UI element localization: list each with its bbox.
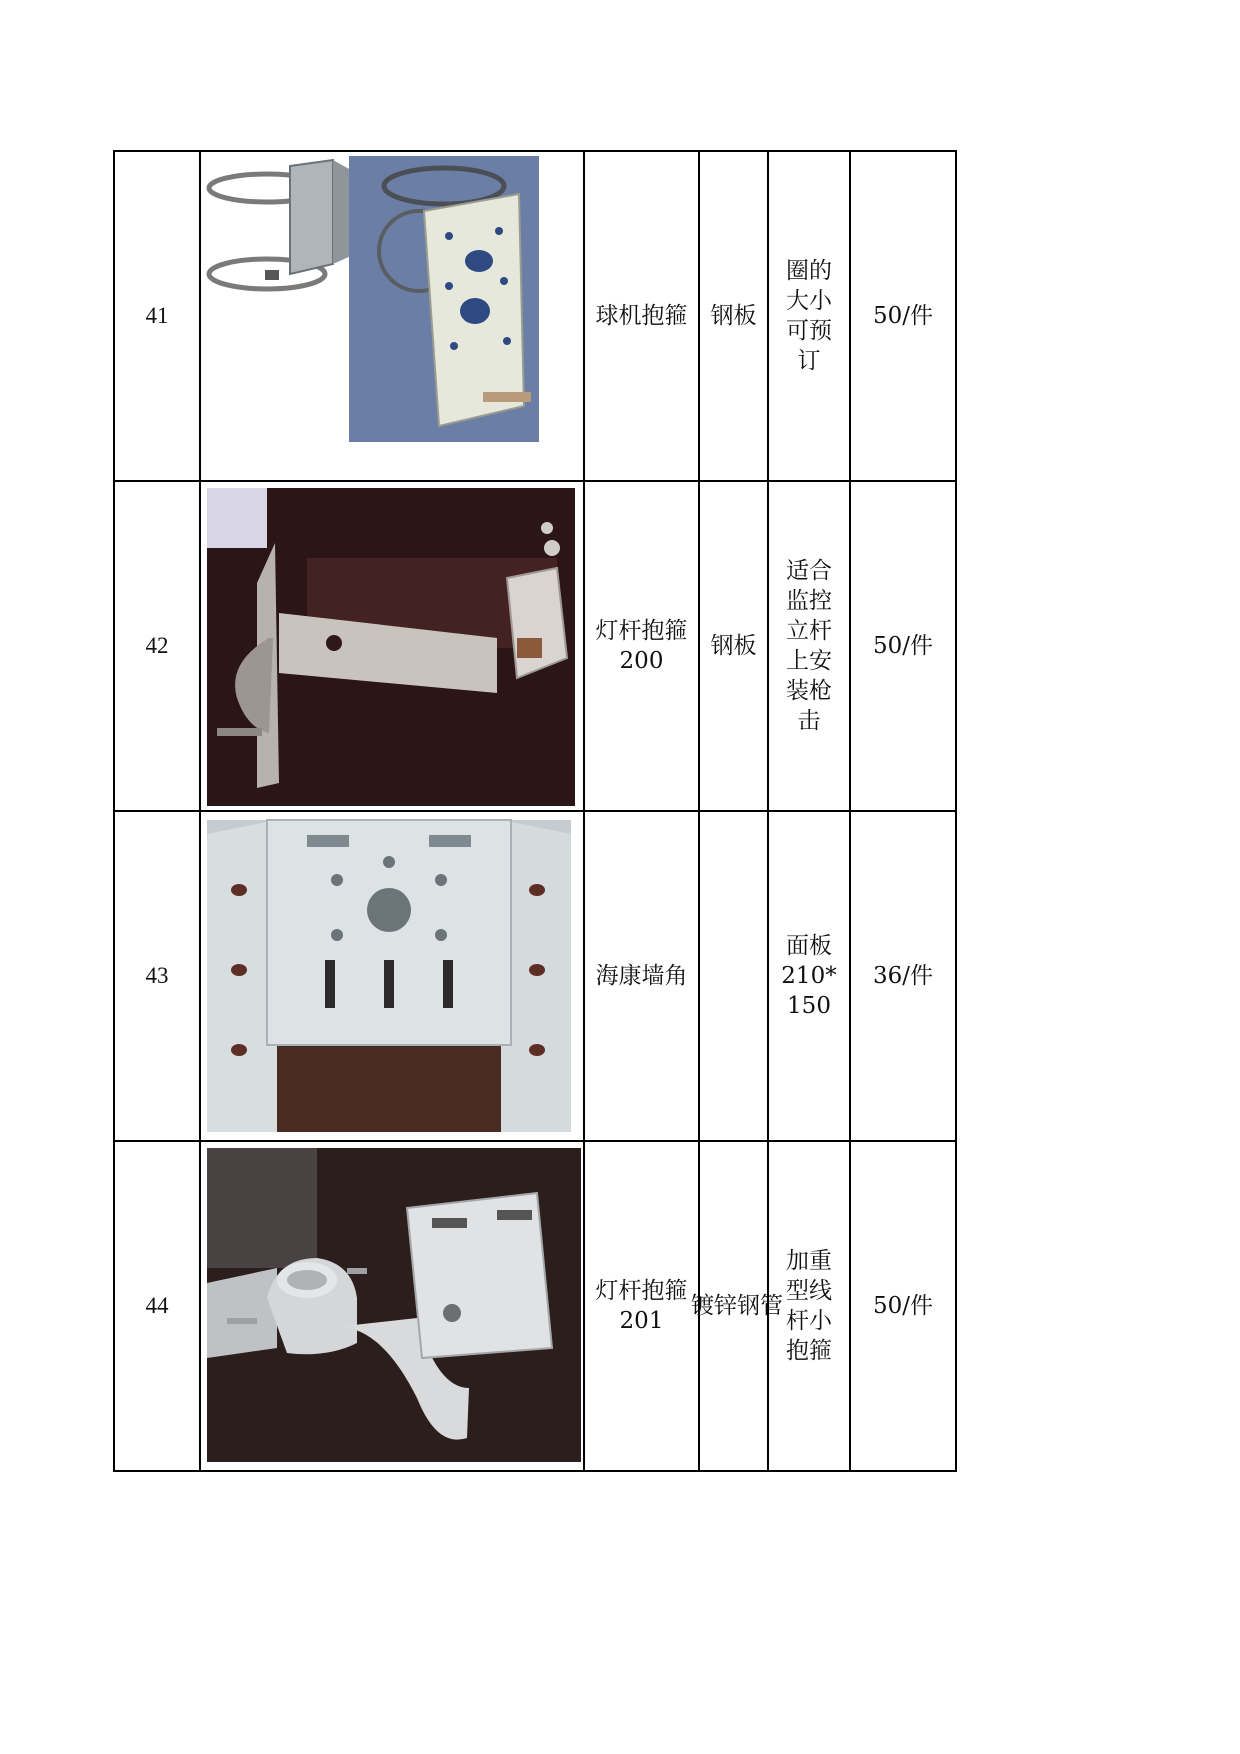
lamp-clamp-photo	[207, 488, 575, 806]
product-price: 36/件	[850, 811, 956, 1141]
table-row	[114, 151, 956, 481]
product-name: 灯杆抱箍200	[584, 481, 699, 811]
product-note: 面板210*150	[768, 811, 850, 1141]
product-price: 50/件	[850, 151, 956, 481]
row-index: 44	[114, 1141, 200, 1471]
product-name: 海康墙角	[584, 811, 699, 1141]
product-price: 50/件	[850, 1141, 956, 1471]
product-material: 钢板	[699, 481, 768, 811]
product-note: 加重型线杆小抱箍	[768, 1141, 850, 1471]
table-row	[114, 481, 956, 811]
product-note: 圈的大小可预订	[768, 151, 850, 481]
bracket-photo	[349, 156, 539, 442]
row-index: 41	[114, 151, 200, 481]
corner-bracket-photo	[207, 820, 571, 1132]
product-material	[699, 811, 768, 1141]
product-name: 球机抱箍	[584, 151, 699, 481]
product-name: 灯杆抱箍201	[584, 1141, 699, 1471]
row-index: 43	[114, 811, 200, 1141]
table-row	[114, 811, 956, 1141]
product-photo-cell	[200, 1141, 584, 1471]
hose-clamp-photo	[205, 156, 365, 306]
product-photo-cell	[200, 151, 584, 481]
product-material: 镀锌钢管	[699, 1141, 768, 1471]
table-row	[114, 1141, 956, 1471]
product-photo-cell	[200, 481, 584, 811]
heavy-clamp-photo	[207, 1148, 581, 1462]
product-note: 适合监控立杆上安装枪击	[768, 481, 850, 811]
row-index: 42	[114, 481, 200, 811]
product-material: 钢板	[699, 151, 768, 481]
product-photo-cell	[200, 811, 584, 1141]
product-table	[113, 150, 957, 1472]
product-price: 50/件	[850, 481, 956, 811]
